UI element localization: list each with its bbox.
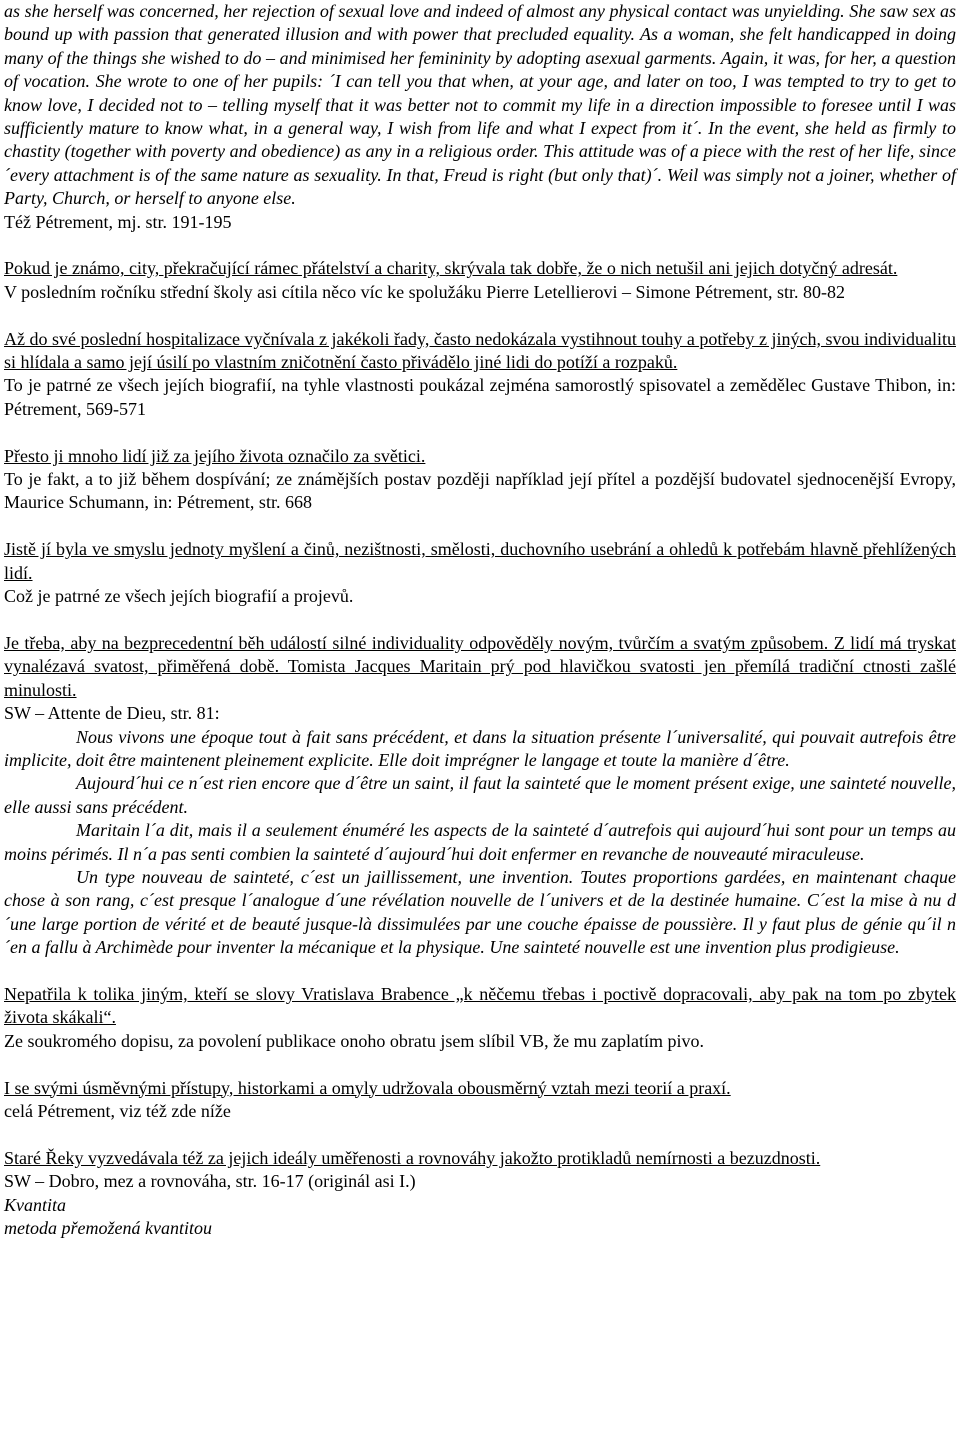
- french-quote-paragraph: Un type nouveau de sainteté, c´est un jaillissement, une invention. Toutes proportions gardées, en maintenant chaque chose à son rang, c´est presque l´analogue d´une révélation nouvelle de l´univers et de la destinée humaine. C´est la mise à nu d´une large portion de vérité et de beauté jusque-là dissimulées par une couche épaisse de poussière. Il y faut plus de génie qu´il n´en a fallu à Archimède pour inventer la mécanique et la physique. Une sainteté nouvelle est une invention plus prodigieuse.: [4, 866, 956, 958]
- underlined-claim: Přesto ji mnoho lidí již za jejího života označilo za světici.: [4, 445, 426, 466]
- underlined-claim: Nepatřila k tolika jiným, kteří se slovy Vratislava Brabence „k něčemu třebas i poctivě dopracovali, aby pak na tom po zbytek života skákali“.: [4, 983, 956, 1028]
- underlined-claim: Staré Řeky vyzvedávala též za jejich ideály uměřenosti a rovnováhy jakožto protikladů nemírnosti a bezuzdnosti.: [4, 1147, 821, 1168]
- italic-note: Kvantita: [4, 1194, 66, 1215]
- paragraph-gap: [4, 609, 956, 632]
- source-note: To je fakt, a to již během dospívání; ze známějších postav později například její přítel a pozdější budovatel sjednocenější Evropy, Maurice Schumann, in: Pétrement, str. 668: [4, 469, 956, 513]
- source-note: Což je patrné ze všech jejích biografií a projevů.: [4, 586, 354, 607]
- source-note: V posledním ročníku střední školy asi cítila něco víc ke spolužáku Pierre Letellierovi – Simone Pétrement, str. 80-82: [4, 281, 845, 302]
- underlined-claim: Až do své poslední hospitalizace vyčnívala z jakékoli řady, často nedokázala vystihnout touhy a potřeby z jiných, svou individualitu si hlídala a samo její úsilí po vlastním zničotnění často přivádělo jiné lidi do potíží a rozpaků.: [4, 328, 956, 373]
- source-note: Též Pétrement, mj. str. 191-195: [4, 211, 232, 232]
- underlined-claim: Jistě jí byla ve smyslu jednoty myšlení a činů, nezištnosti, smělosti, duchovního usebrání a ohledů k potřebám hlavně přehlížených lidí.: [4, 539, 956, 583]
- source-note: celá Pétrement, viz též zde níže: [4, 1100, 231, 1121]
- paragraph-gap: [4, 515, 956, 538]
- italic-note: metoda přemožená kvantitou: [4, 1218, 212, 1238]
- underlined-claim: I se svými úsměvnými přístupy, historkami a omyly udržovala obousměrný vztah mezi teorií a praxí.: [4, 1077, 731, 1098]
- underlined-claim: Je třeba, aby na bezprecedentní běh událostí silné individuality odpověděly novým, tvůrčím a svatým způsobem. Z lidí má tryskat vynalézavá svatost, přiměřená době. Tomista Jacques Maritain prý pod hlavičkou svatosti jen přemílá tradiční ctnosti zašlé minulosti.: [4, 632, 956, 700]
- source-note: SW – Dobro, mez a rovnováha, str. 16-17 (originál asi I.): [4, 1171, 416, 1192]
- source-note: Ze soukromého dopisu, za povolení publikace onoho obratu jsem slíbil VB, že mu zaplatím pivo.: [4, 1030, 705, 1051]
- paragraph-gap: [4, 234, 956, 257]
- paragraph-gap: [4, 1123, 956, 1146]
- paragraph-gap: [4, 421, 956, 444]
- paragraph-gap: [4, 960, 956, 983]
- english-quote-paragraph: as she herself was concerned, her rejection of sexual love and indeed of almost any physical contact was unyielding. She saw sex as bound up with passion that generated illusion and with power that precluded equality. As a woman, she felt handicapped in doing many of the things she wished to do – and minimised her femininity by adopting asexual garments. Again, it was, for her, a question of vocation. She wrote to one of her pupils: ´I can tell you that when, at your age, and later on too, I was tempted to try to get to know love, I decided not to – telling myself that it was better not to commit my life in a direction impossible to foresee until I was sufficiently mature to know what, in a general way, I wish from life and what I expect from it´. In the event, she held as firmly to chastity (together with poverty and obedience) as any in a religious order. This attitude was of a piece with the rest of her life, since ´every attachment is of the same nature as sexuality. In that, Freud is right (but only that)´. Weil was simply not a joiner, whether of Party, Church, or herself to anyone else.: [4, 1, 956, 209]
- source-note: To je patrné ze všech jejích biografií, na tyhle vlastnosti poukázal zejména samorostlý spisovatel a zemědělec Gustave Thibon, in: Pétrement, 569-571: [4, 375, 956, 419]
- underlined-claim: Pokud je známo, city, překračující rámec přátelství a charity, skrývala tak dobře, že o nich netušil ani jejich dotyčný adresát.: [4, 258, 898, 279]
- french-quote-paragraph: Aujourd´hui ce n´est rien encore que d´être un saint, il faut la sainteté que le moment présent exige, une sainteté nouvelle, elle aussi sans précédent.: [4, 773, 956, 817]
- french-quote-paragraph: Maritain l´a dit, mais il a seulement énuméré les aspects de la sainteté d´autrefois qui aujourd´hui sont pour un temps au moins périmés. Il n´a pas senti combien la sainteté d´aujourd´hui doit enfermer en revanche de nouveauté miraculeuse.: [4, 820, 956, 864]
- paragraph-gap: [4, 304, 956, 327]
- french-quote-paragraph: Nous vivons une époque tout à fait sans précédent, et dans la situation présente l´universalité, qui pouvait autrefois être implicite, doit être maintenent pleinement explicite. Elle doit imprégner le langage et toute la manière d´être.: [4, 726, 956, 770]
- paragraph-gap: [4, 1053, 956, 1076]
- source-note: SW – Attente de Dieu, str. 81:: [4, 703, 220, 724]
